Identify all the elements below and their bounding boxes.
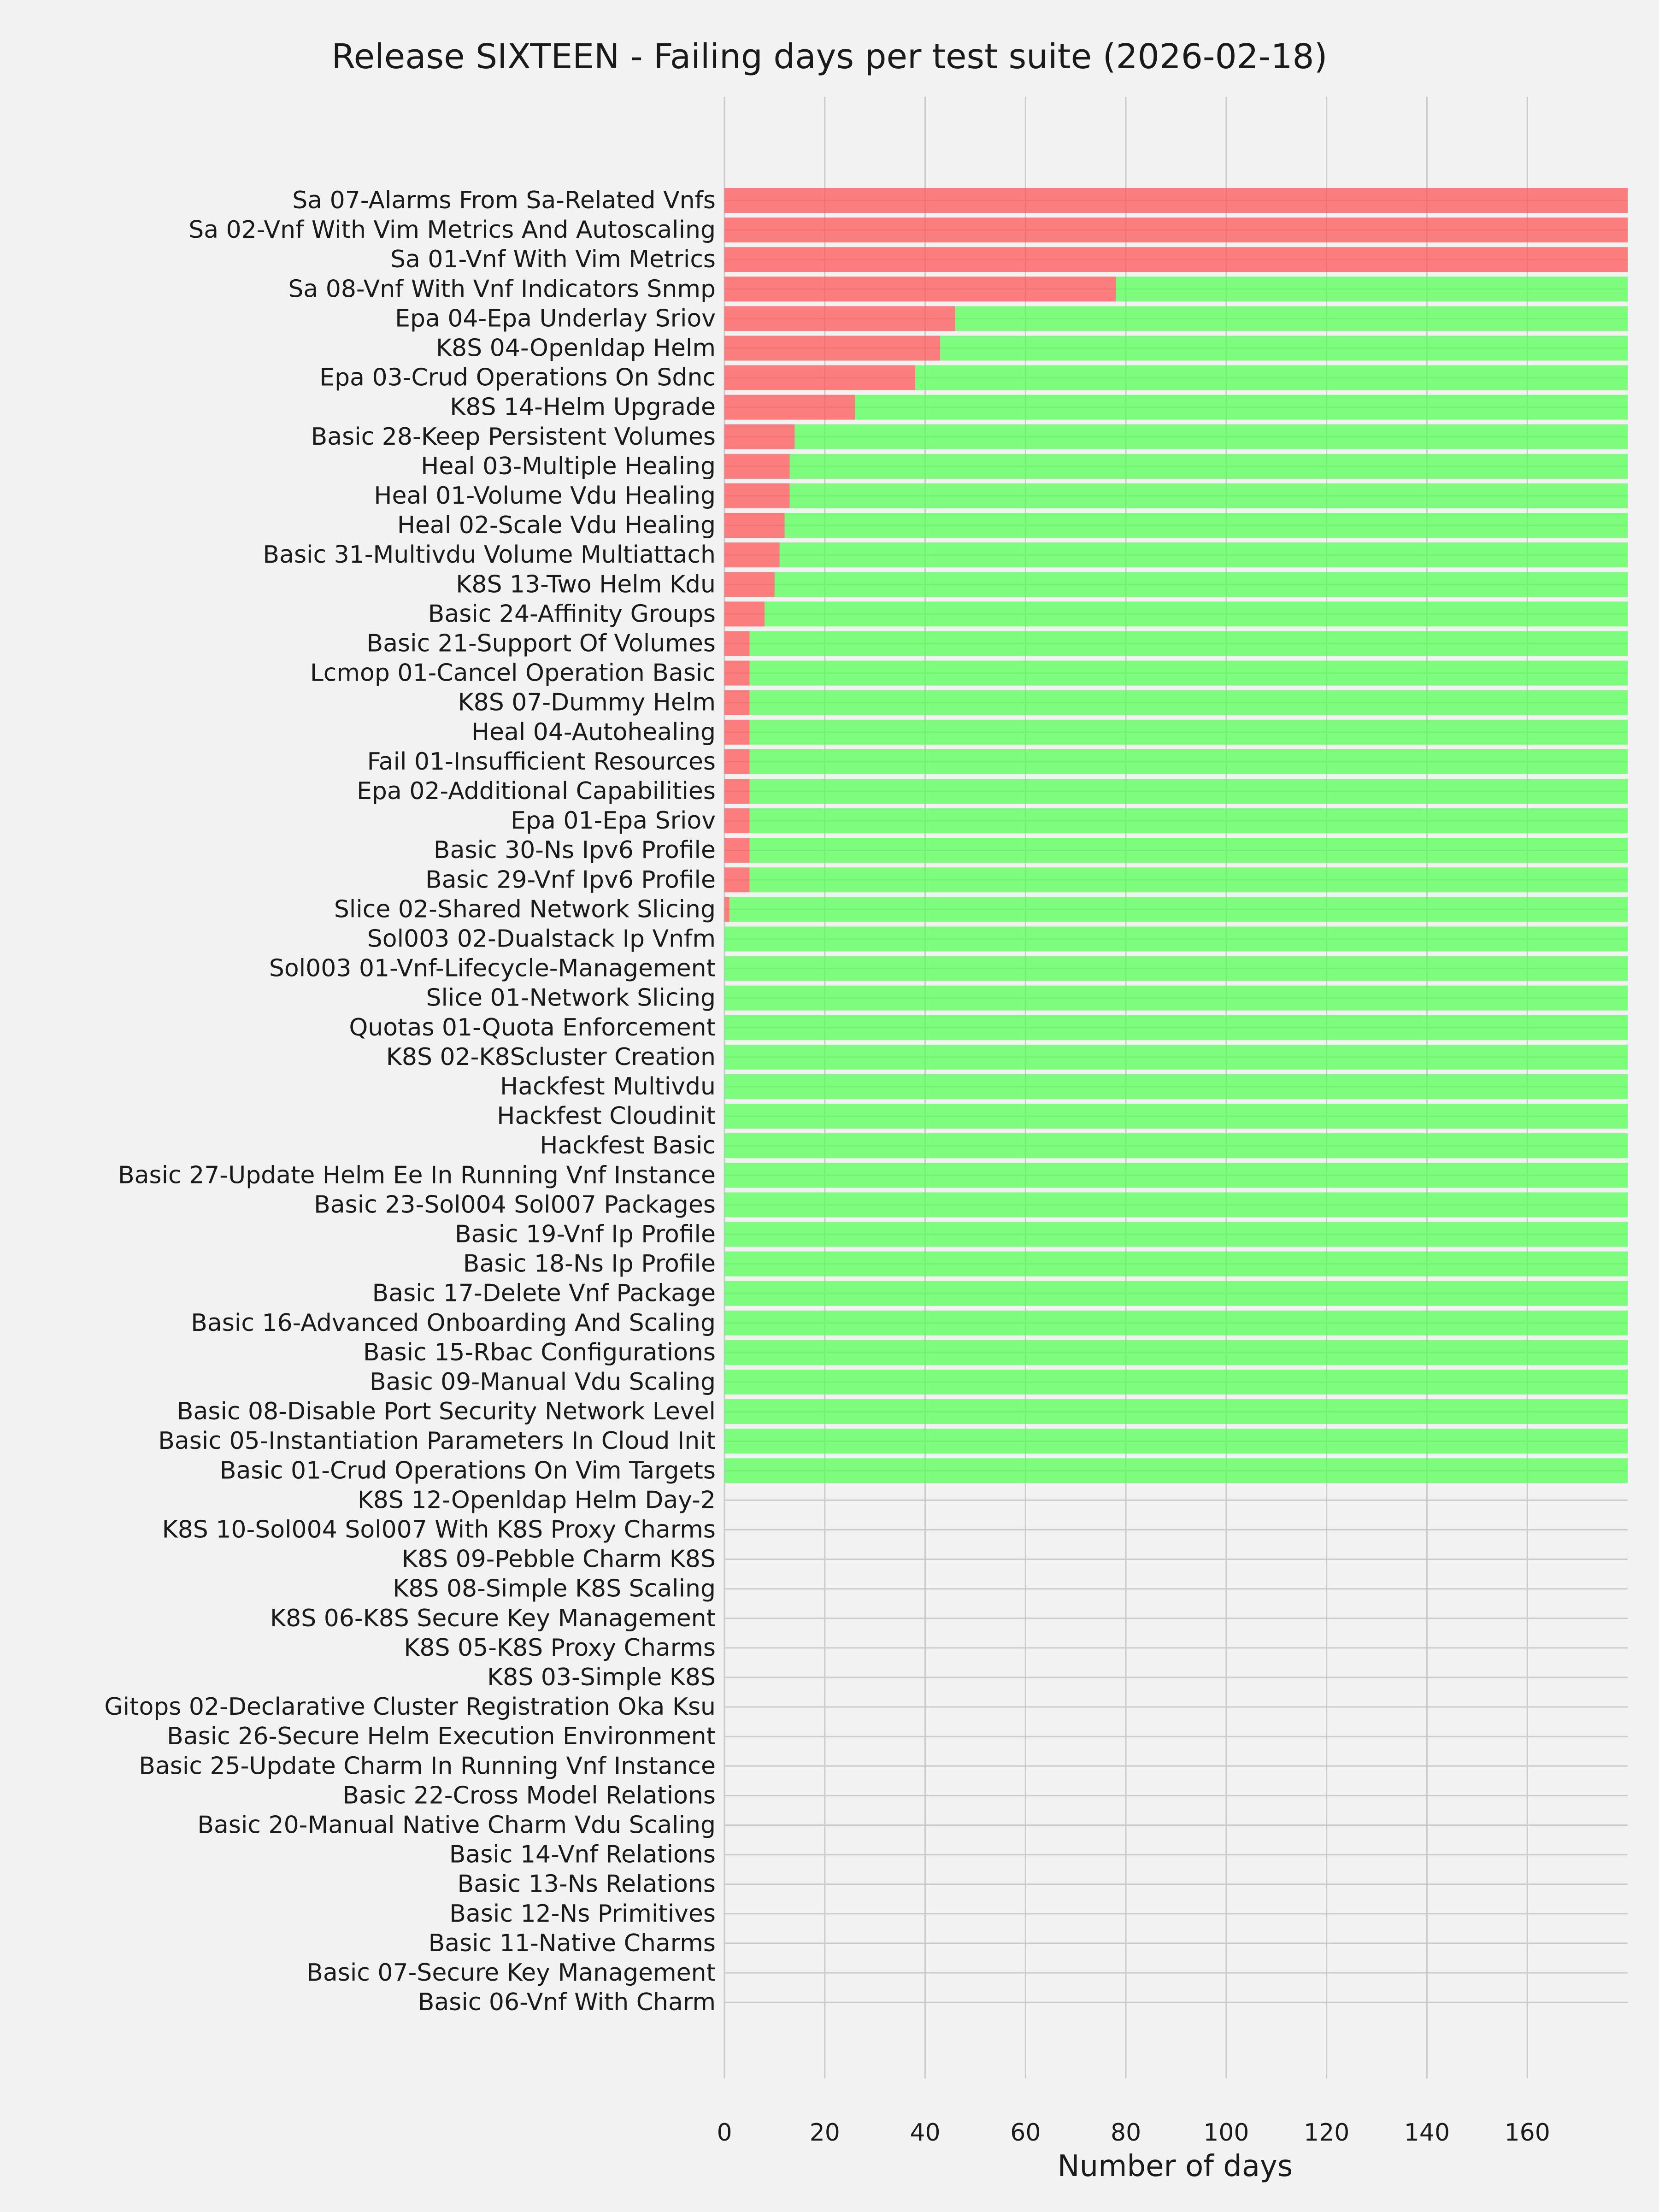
bar-passing-days [724,1252,1628,1277]
y-tick-label: Basic 08-Disable Port Security Network Level [176,1398,716,1426]
bar-passing-days [724,986,1628,1011]
y-tick-label: K8S 08-Simple K8S Scaling [393,1575,716,1603]
bar-passing-days [1116,276,1628,301]
bar-passing-days [749,779,1628,804]
y-tick-label: Basic 29-Vnf Ipv6 Profile [425,866,716,894]
bar-passing-days [765,601,1628,626]
y-tick-label: Basic 17-Delete Vnf Package [372,1279,716,1307]
y-tick-label: Basic 20-Manual Native Charm Vdu Scaling [197,1811,716,1839]
y-tick-label: Basic 14-Vnf Relations [449,1841,716,1869]
y-tick-label: Quotas 01-Quota Enforcement [349,1013,716,1041]
y-tick-label: Fail 01-Insufficient Resources [367,747,716,776]
y-tick-label: Basic 19-Vnf Ip Profile [454,1220,716,1248]
y-tick-label: Basic 23-Sol004 Sol007 Packages [314,1191,716,1219]
bar-passing-days [724,1311,1628,1335]
bar-failing-days [724,838,749,863]
bar-passing-days [940,336,1628,361]
y-tick-label: Basic 18-Ns Ip Profile [463,1250,716,1278]
bar-failing-days [724,601,765,626]
bar-failing-days [724,779,749,804]
y-tick-label: Sa 07-Alarms From Sa-Related Vnfs [292,187,716,214]
y-tick-label: Basic 21-Support Of Volumes [366,629,716,658]
bar-failing-days [724,690,749,715]
y-tick-label: K8S 05-K8S Proxy Charms [404,1634,716,1662]
bar-failing-days [724,218,1628,242]
bar-failing-days [724,720,749,745]
bar-passing-days [775,572,1628,597]
bar-passing-days [790,454,1628,479]
bar-failing-days [724,867,749,892]
x-tick-label: 80 [1111,2119,1141,2147]
y-tick-label: Basic 11-Native Charms [428,1929,716,1957]
x-tick-label: 20 [809,2119,840,2147]
bar-passing-days [724,1281,1628,1306]
bar-passing-days [794,424,1628,449]
y-tick-label: Sa 02-Vnf With Vim Metrics And Autoscaling [188,216,716,244]
y-tick-label: Hackfest Cloudinit [497,1102,716,1130]
y-tick-label: Basic 30-Ns Ipv6 Profile [433,836,716,865]
bar-failing-days [724,336,940,361]
bar-failing-days [724,395,855,420]
y-tick-label: Basic 01-Crud Operations On Vim Targets [219,1457,716,1485]
bar-passing-days [749,631,1628,656]
y-tick-label: Heal 02-Scale Vdu Healing [397,512,716,540]
bar-passing-days [724,1163,1628,1188]
bar-passing-days [724,1045,1628,1070]
y-tick-label: Heal 03-Multiple Healing [421,452,716,480]
bar-passing-days [724,1015,1628,1040]
y-tick-label: K8S 13-Two Helm Kdu [456,571,716,599]
y-tick-label: Basic 26-Secure Helm Execution Environment [167,1723,716,1751]
x-tick-label: 40 [910,2119,941,2147]
bar-failing-days [724,483,790,508]
y-tick-labels [104,187,716,2016]
y-tick-label: Epa 03-Crud Operations On Sdnc [319,364,716,392]
bar-passing-days [724,1222,1628,1247]
y-tick-label: K8S 07-Dummy Helm [458,688,716,717]
bar-passing-days [724,956,1628,981]
y-tick-label: Slice 02-Shared Network Slicing [334,895,716,924]
y-tick-label: Lcmop 01-Cancel Operation Basic [310,659,716,687]
y-tick-label: Heal 04-Autohealing [471,718,716,746]
y-tick-label: Basic 22-Cross Model Relations [342,1782,716,1810]
y-tick-label: K8S 02-K8Scluster Creation [386,1043,716,1071]
y-tick-label: Basic 05-Instantiation Parameters In Cloud Init [158,1427,716,1455]
y-tick-label: K8S 09-Pebble Charm K8S [401,1545,716,1573]
bar-failing-days [724,572,775,597]
bar-passing-days [855,395,1628,420]
bar-failing-days [724,454,790,479]
y-tick-label: K8S 10-Sol004 Sol007 With K8S Proxy Charms [162,1516,716,1544]
x-tick-label: 120 [1304,2119,1350,2147]
bar-passing-days [749,749,1628,774]
bar-passing-days [724,1370,1628,1394]
bar-passing-days [724,1429,1628,1453]
bar-failing-days [724,749,749,774]
y-tick-label: Sol003 02-Dualstack Ip Vnfm [367,925,716,953]
y-tick-label: Sa 08-Vnf With Vnf Indicators Snmp [288,275,716,303]
y-tick-label: Sa 01-Vnf With Vim Metrics [390,246,716,274]
y-tick-label: K8S 03-Simple K8S [487,1664,716,1691]
x-tick-label: 140 [1404,2119,1450,2147]
bar-failing-days [724,247,1628,272]
chart-title: Release SIXTEEN - Failing days per test suite (2026-02-18) [331,37,1328,76]
y-tick-label: Basic 27-Update Helm Ee In Running Vnf Instance [118,1161,716,1189]
bar-passing-days [749,720,1628,745]
bar-failing-days [724,365,915,390]
bar-passing-days [749,838,1628,863]
bar-failing-days [724,631,749,656]
y-tick-label: Hackfest Multivdu [500,1073,716,1100]
bar-passing-days [724,1458,1628,1483]
y-tick-label: Epa 02-Additional Capabilities [357,777,716,805]
x-tick-label: 100 [1203,2119,1249,2147]
bar-passing-days [724,1192,1628,1217]
y-tick-label: K8S 14-Helm Upgrade [450,393,716,421]
y-tick-label: Hackfest Basic [540,1132,716,1160]
bar-failing-days [724,661,749,686]
bar-passing-days [724,1133,1628,1158]
bar-passing-days [724,1399,1628,1424]
bar-passing-days [955,306,1628,331]
bar-passing-days [724,1104,1628,1129]
x-tick-label: 160 [1504,2119,1550,2147]
y-tick-label: Basic 16-Advanced Onboarding And Scaling [191,1309,716,1337]
bar-passing-days [749,690,1628,715]
bar-passing-days [724,1340,1628,1365]
bar-failing-days [724,808,749,833]
bar-failing-days [724,188,1628,213]
y-tick-label: Basic 15-Rbac Configurations [363,1338,716,1366]
bars [724,188,1628,1483]
y-tick-label: Basic 24-Affinity Groups [428,600,716,628]
x-axis-label: Number of days [1057,2149,1293,2183]
bar-passing-days [749,808,1628,833]
y-tick-label: K8S 06-K8S Secure Key Management [270,1604,716,1632]
y-tick-label: Basic 28-Keep Persistent Volumes [311,423,716,451]
y-tick-label: Basic 25-Update Charm In Running Vnf Instance [139,1752,716,1780]
y-tick-label: Basic 09-Manual Vdu Scaling [369,1368,716,1396]
bar-passing-days [915,365,1628,390]
x-tick-labels [717,2119,1550,2147]
y-tick-label: K8S 12-Openldap Helm Day-2 [357,1486,716,1514]
y-tick-label: Slice 01-Network Slicing [426,984,716,1012]
y-tick-label: Basic 12-Ns Primitives [449,1900,716,1928]
bar-passing-days [780,542,1628,567]
y-tick-label: Basic 13-Ns Relations [457,1870,716,1898]
x-tick-label: 60 [1010,2119,1041,2147]
bar-failing-days [724,276,1116,301]
y-tick-label: Basic 07-Secure Key Management [306,1959,716,1987]
y-tick-label: Basic 31-Multivdu Volume Multiattach [263,541,716,569]
bar-passing-days [729,897,1628,922]
y-tick-label: Epa 01-Epa Sriov [511,807,716,835]
bar-failing-days [724,306,955,331]
bar-passing-days [749,867,1628,892]
y-tick-label: Heal 01-Volume Vdu Healing [374,482,716,510]
bar-failing-days [724,897,729,922]
bar-passing-days [724,927,1628,952]
bar-failing-days [724,424,794,449]
y-tick-label: K8S 04-Openldap Helm [435,334,716,362]
y-tick-label: Basic 06-Vnf With Charm [418,1988,716,2017]
y-tick-label: Sol003 01-Vnf-Lifecycle-Management [269,954,716,982]
bar-passing-days [790,483,1628,508]
bar-passing-days [749,661,1628,686]
y-tick-label: Gitops 02-Declarative Cluster Registration Oka Ksu [104,1693,716,1721]
bar-failing-days [724,513,785,538]
bar-failing-days [724,542,780,567]
bar-passing-days [785,513,1628,538]
x-tick-label: 0 [717,2119,732,2147]
bar-passing-days [724,1074,1628,1099]
y-tick-label: Epa 04-Epa Underlay Sriov [395,305,716,333]
